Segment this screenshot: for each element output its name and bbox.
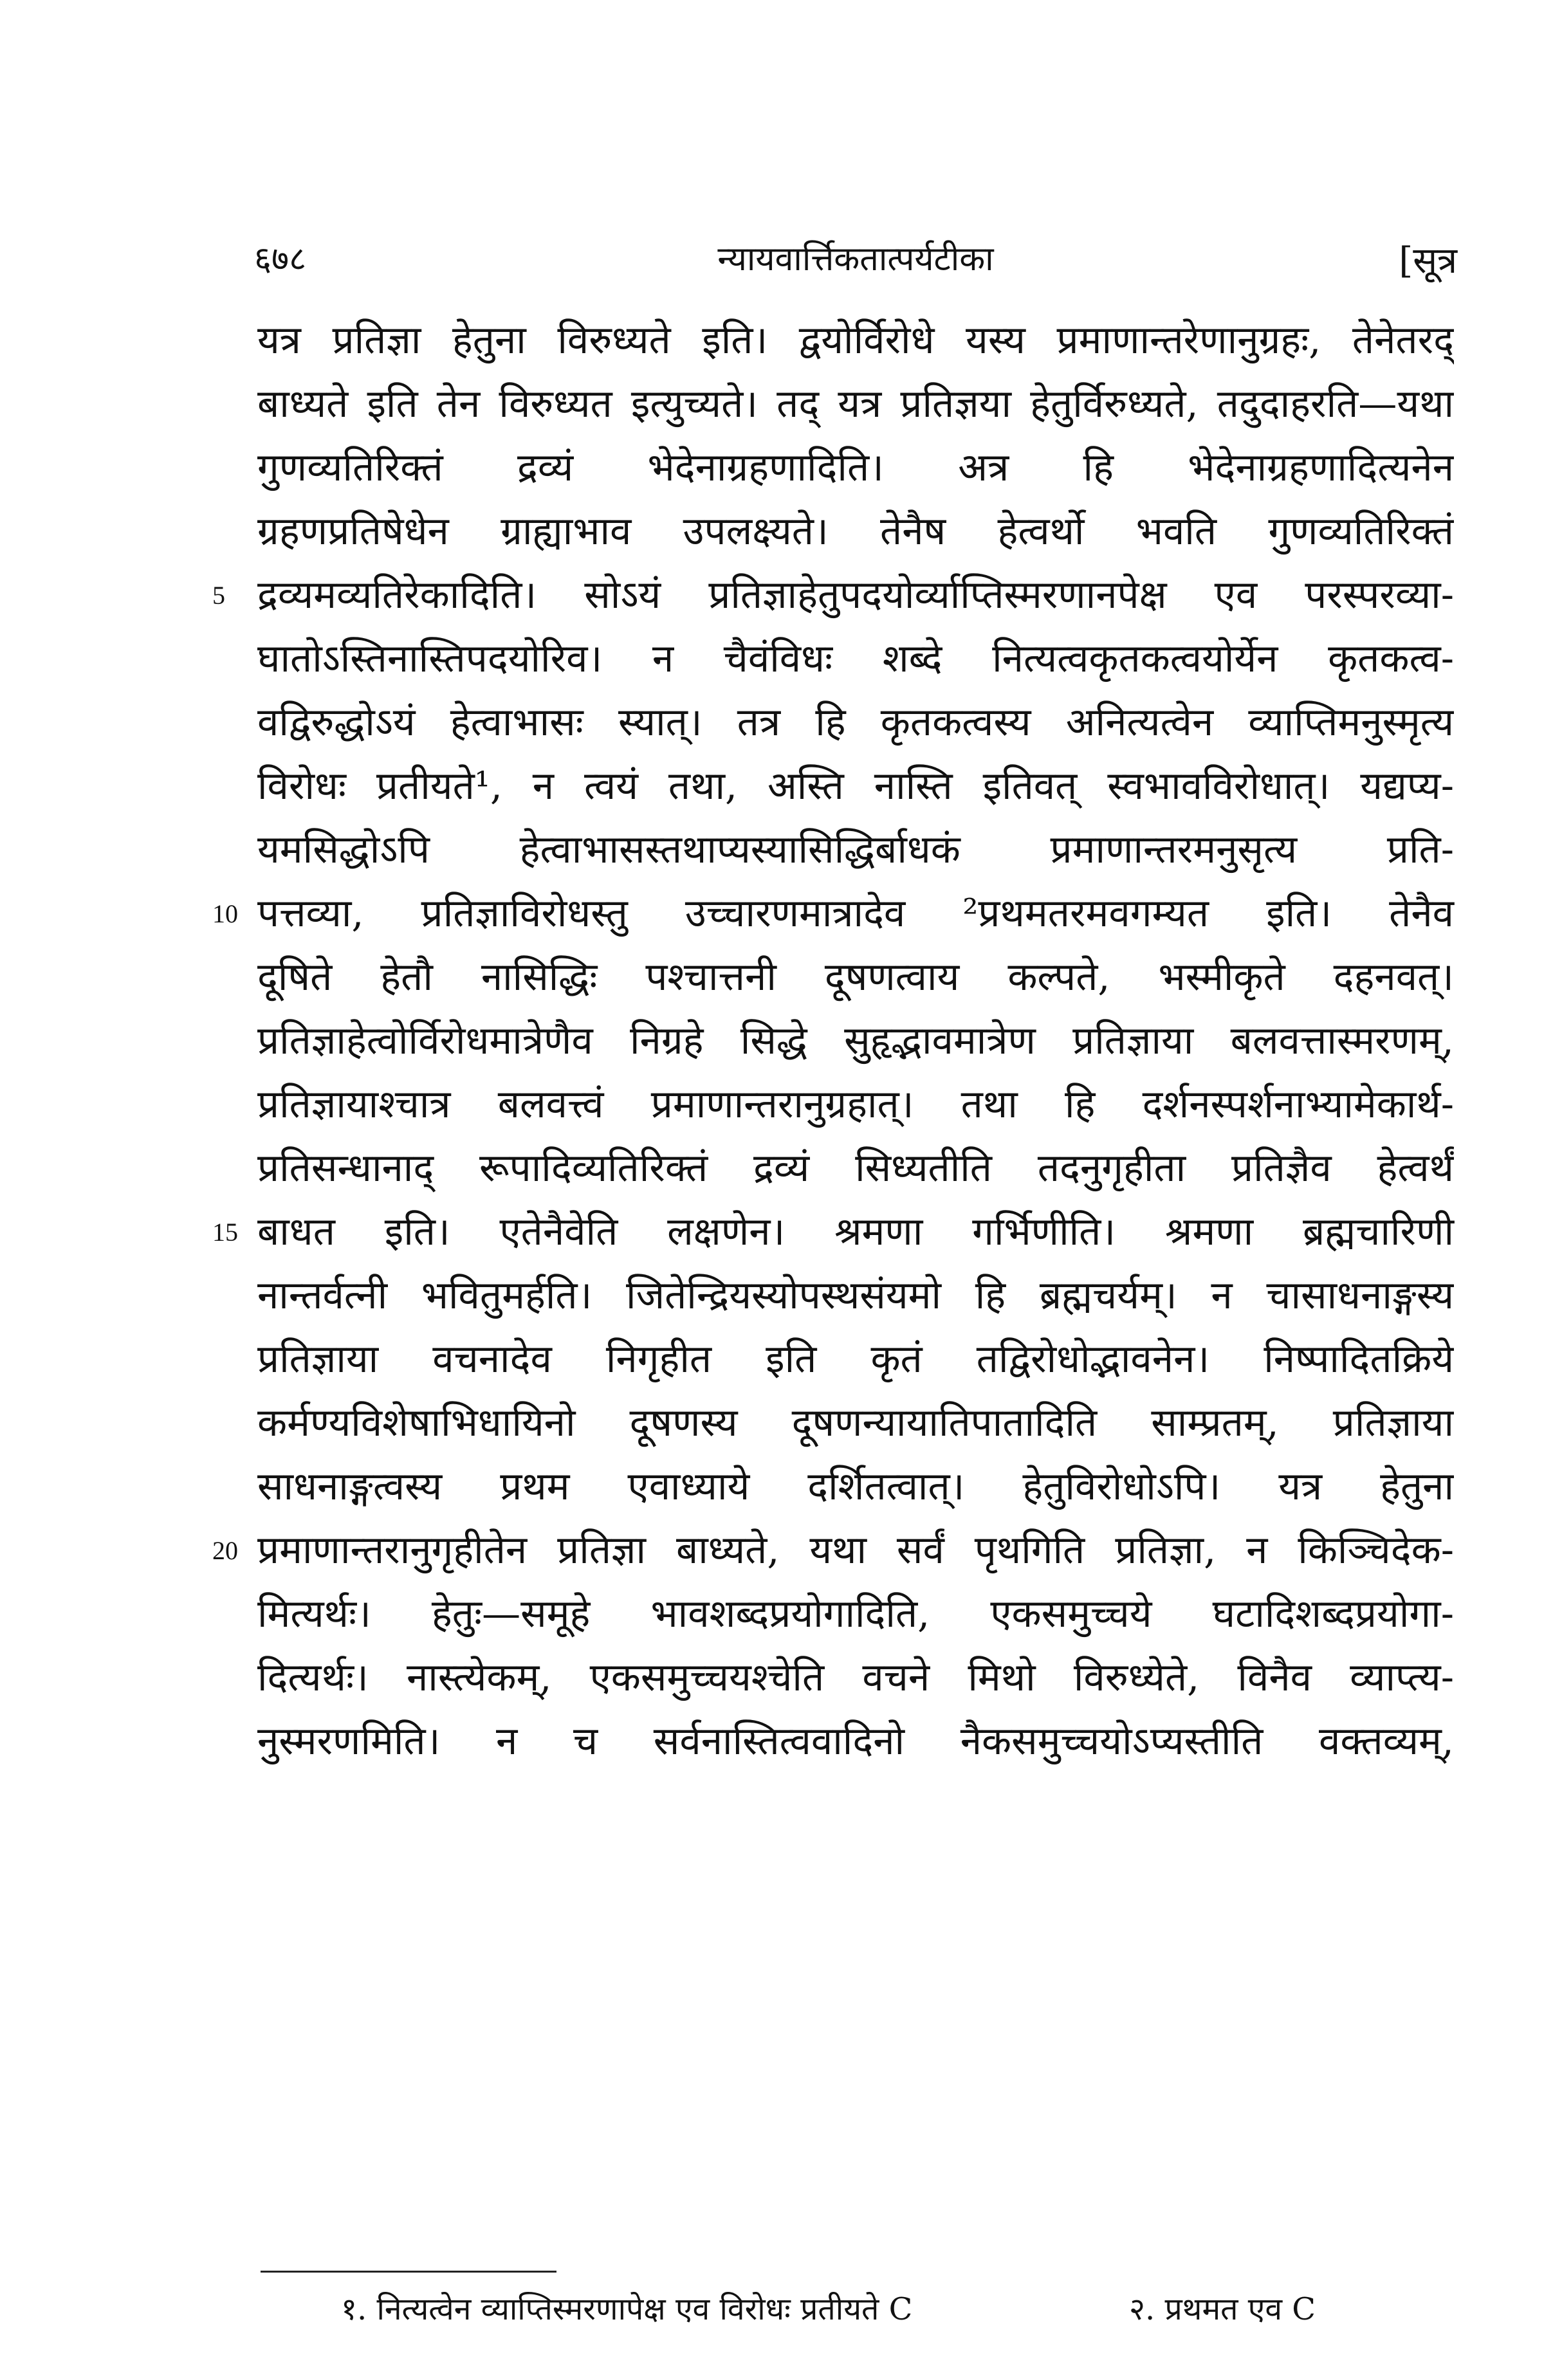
line-text: घातोऽस्तिनास्तिपदयोरिव। न चैवंविधः शब्दे नित्यत्वकृतकत्वयोर्येन कृतकत्व- (257, 636, 1454, 681)
line-text: ग्रहणप्रतिषेधेन ग्राह्याभाव उपलक्ष्यते। तेनैष हेत्वर्थो भवति गुणव्यतिरिक्तं (257, 509, 1454, 554)
text-line (257, 1582, 1454, 1646)
line-text: नुस्मरणमिति। न च सर्वनास्तित्ववादिनो नैकसमुच्चयोऽप्यस्तीति वक्तव्यम्, (257, 1719, 1454, 1764)
line-text: यत्र प्रतिज्ञा हेतुना विरुध्यते इति। द्वयोर्विरोधे यस्य प्रमाणान्तरेणानुग्रहः, तेनेतरद् (257, 318, 1454, 363)
text-line (257, 946, 1454, 1009)
page-number: ६७८ (254, 240, 307, 279)
footnote-1: १. नित्यत्वेन व्याप्तिस्मरणापेक्ष एव विरोधः प्रतीयते C (341, 2291, 913, 2327)
line-text: प्रतिज्ञाया वचनादेव निगृहीत इति कृतं तद्विरोधोद्भावनेन। निष्पादितक्रिये (257, 1337, 1454, 1382)
text-line (212, 1519, 1454, 1582)
text-line (212, 1200, 1454, 1264)
text-line (257, 1264, 1454, 1328)
text-line (212, 563, 1454, 627)
text-line (257, 500, 1454, 563)
footnote-2: २. प्रथमत एव C (1129, 2291, 1316, 2327)
text-line (257, 1073, 1454, 1137)
line-text: प्रतिज्ञाहेत्वोर्विरोधमात्रेणैव निग्रहे सिद्धे सुहृद्भावमात्रेण प्रतिज्ञाया बलवत्तास्मरणम्, (257, 1018, 1454, 1063)
text-line (257, 309, 1454, 372)
text-line (257, 1710, 1454, 1773)
line-text: मित्यर्थः। हेतुः—समूहे भावशब्दप्रयोगादिति, एकसमुच्चये घटादिशब्दप्रयोगा- (257, 1591, 1454, 1636)
line-text: दूषिते हेतौ नासिद्धिः पश्चात्तनी दूषणत्वाय कल्पते, भस्मीकृते दहनवत्। (257, 955, 1454, 1000)
line-text: प्रतिज्ञायाश्चात्र बलवत्त्वं प्रमाणान्तरानुग्रहात्। तथा हि दर्शनस्पर्शनाभ्यामेकार्थ- (257, 1082, 1454, 1127)
text-line (257, 691, 1454, 755)
text-line (257, 1455, 1454, 1519)
line-number: 20 (212, 1536, 238, 1565)
body-text (212, 309, 1454, 1773)
page-header (254, 235, 1457, 286)
footnote-rule (261, 2271, 556, 2273)
line-text: गुणव्यतिरिक्तं द्रव्यं भेदेनाग्रहणादिति। अत्र हि भेदेनाग्रहणादित्यनेन (257, 445, 1454, 490)
line-text: विरोधः प्रतीयते¹, न त्वयं तथा, अस्ति नास्ति इतिवत् स्वभावविरोधात्। यद्यप्य- (257, 764, 1454, 809)
text-line (257, 1009, 1454, 1073)
line-text: प्रमाणान्तरानुगृहीतेन प्रतिज्ञा बाध्यते, यथा सर्वं पृथगिति प्रतिज्ञा, न किञ्चिदेक- (257, 1528, 1454, 1573)
line-text: साधनाङ्गत्वस्य प्रथम एवाध्याये दर्शितत्वात्। हेतुविरोधोऽपि। यत्र हेतुना (257, 1464, 1454, 1509)
line-text: दित्यर्थः। नास्त्येकम्, एकसमुच्चयश्चेति वचने मिथो विरुध्येते, विनैव व्याप्त्य- (257, 1655, 1454, 1700)
text-line (257, 1137, 1454, 1200)
text-line (212, 882, 1454, 946)
line-number: 15 (212, 1218, 238, 1247)
line-number: 10 (212, 899, 238, 928)
line-text: बाध्यते इति तेन विरुध्यत इत्युच्यते। तद् यत्र प्रतिज्ञया हेतुर्विरुध्यते, तदुदाहरति—यथा (257, 381, 1454, 426)
line-text: नान्तर्वत्नी भवितुमर्हति। जितेन्द्रियस्योपस्थसंयमो हि ब्रह्मचर्यम्। न चासाधनाङ्गस्य (257, 1273, 1454, 1318)
footnotes (341, 2287, 1435, 2332)
line-text: द्रव्यमव्यतिरेकादिति। सोऽयं प्रतिज्ञाहेतुपदयोर्व्याप्तिस्मरणानपेक्ष एव परस्परव्या- (257, 572, 1454, 618)
section-label: [सूत्र (1399, 240, 1457, 282)
text-line (257, 436, 1454, 500)
text-line (257, 627, 1454, 691)
line-number: 5 (212, 581, 225, 610)
line-text: यमसिद्धोऽपि हेत्वाभासस्तथाप्यस्यासिद्धिर्बाधकं प्रमाणान्तरमनुसृत्य प्रति- (257, 827, 1454, 872)
line-text: पत्तव्या, प्रतिज्ञाविरोधस्तु उच्चारणमात्रादेव ²प्रथमतरमवगम्यत इति। तेनैव (257, 891, 1454, 936)
running-title: न्यायवार्त्तिकतात्पर्यटीका (717, 240, 994, 279)
text-line (257, 1391, 1454, 1455)
text-line (257, 818, 1454, 882)
text-line (257, 1328, 1454, 1391)
line-text: प्रतिसन्धानाद् रूपादिव्यतिरिक्तं द्रव्यं सिध्यतीति तदनुगृहीता प्रतिज्ञैव हेत्वर्थं (257, 1146, 1454, 1191)
line-text: कर्मण्यविशेषाभिधायिनो दूषणस्य दूषणन्यायातिपातादिति साम्प्रतम्, प्रतिज्ञाया (257, 1400, 1454, 1445)
text-line (257, 1646, 1454, 1710)
text-line (257, 755, 1454, 818)
text-line (257, 372, 1454, 436)
line-text: वद्विरुद्धोऽयं हेत्वाभासः स्यात्। तत्र हि कृतकत्वस्य अनित्यत्वेन व्याप्तिमनुस्मृत्य (257, 700, 1454, 745)
line-text: बाधत इति। एतेनैवेति लक्षणेन। श्रमणा गर्भिणीति। श्रमणा ब्रह्मचारिणी (257, 1209, 1454, 1254)
